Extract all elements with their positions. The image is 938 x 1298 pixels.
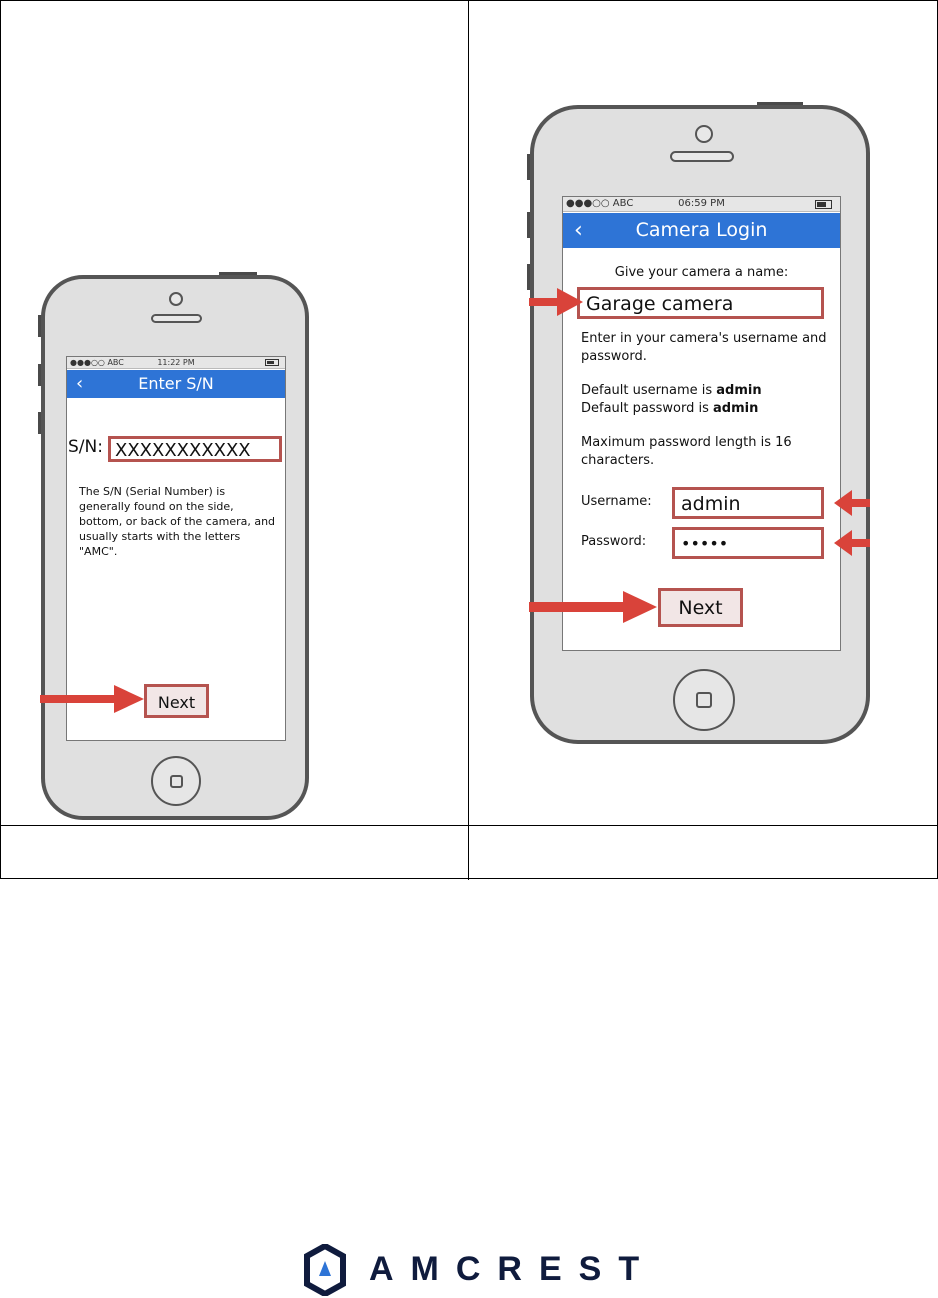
sn-value: XXXXXXXXXXX — [115, 440, 251, 461]
pointer-arrow-icon — [832, 488, 872, 518]
battery-icon — [815, 200, 832, 209]
username-label: Username: — [581, 494, 652, 509]
default-username-prefix: Default username is — [581, 383, 717, 398]
screen-title-bar — [67, 370, 285, 398]
camera-name-input[interactable] — [577, 287, 824, 319]
pointer-arrow-icon — [38, 683, 148, 715]
screen-title: Camera Login — [635, 219, 768, 241]
camera-name-value: Garage camera — [586, 293, 734, 315]
right-phone-frame — [530, 105, 870, 744]
sn-label: S/N: — [68, 437, 103, 457]
password-value: ••••• — [681, 534, 729, 553]
enter-credentials-text: Enter in your camera's username and password. — [581, 331, 827, 364]
front-camera — [695, 125, 713, 143]
battery-icon — [265, 359, 279, 366]
back-chevron-icon[interactable]: ‹ — [574, 218, 583, 243]
next-button[interactable] — [658, 588, 743, 627]
sn-description: The S/N (Serial Number) is generally found on the side, bottom, or back of the camera, and usually starts with the letters "AMC". — [79, 485, 276, 558]
sn-input[interactable] — [108, 436, 282, 462]
screen-title-bar — [563, 213, 840, 248]
brand-name: AMCREST — [369, 1250, 657, 1288]
username-value: admin — [681, 493, 741, 515]
earpiece-speaker — [151, 314, 202, 323]
table-column-divider — [468, 1, 469, 880]
front-camera — [169, 292, 183, 306]
default-username-value: admin — [716, 383, 762, 398]
status-time: 11:22 PM — [157, 358, 195, 367]
default-password-value: admin — [713, 401, 759, 416]
pointer-arrow-icon — [832, 528, 872, 558]
left-phone-frame — [41, 275, 309, 820]
default-username-line — [581, 382, 833, 400]
status-time: 06:59 PM — [678, 198, 725, 209]
default-password-line — [581, 400, 833, 418]
pointer-arrow-icon — [527, 286, 587, 318]
right-phone-screen — [562, 196, 841, 651]
default-password-prefix: Default password is — [581, 401, 713, 416]
amcrest-logo-icon — [303, 1244, 347, 1296]
table-row-divider — [1, 825, 938, 826]
pointer-arrow-icon — [527, 589, 661, 625]
next-button[interactable] — [144, 684, 209, 718]
username-input[interactable] — [672, 487, 824, 519]
amcrest-brand — [303, 1244, 657, 1298]
camera-name-prompt: Give your camera a name: — [614, 265, 789, 280]
next-button-label: Next — [678, 597, 723, 619]
password-input[interactable] — [672, 527, 824, 559]
password-label: Password: — [581, 534, 647, 549]
earpiece-speaker — [670, 151, 734, 162]
home-button-icon[interactable] — [151, 756, 201, 806]
back-chevron-icon[interactable]: ‹ — [76, 373, 84, 394]
status-bar — [563, 197, 840, 212]
home-button-icon[interactable] — [673, 669, 735, 731]
max-password-text: Maximum password length is 16 characters. — [581, 435, 792, 468]
carrier-signal: ●●●○○ ABC — [70, 358, 124, 367]
next-button-label: Next — [157, 693, 196, 712]
screen-title: Enter S/N — [138, 374, 214, 393]
status-bar — [67, 357, 285, 369]
carrier-signal: ●●●○○ ABC — [566, 198, 634, 209]
